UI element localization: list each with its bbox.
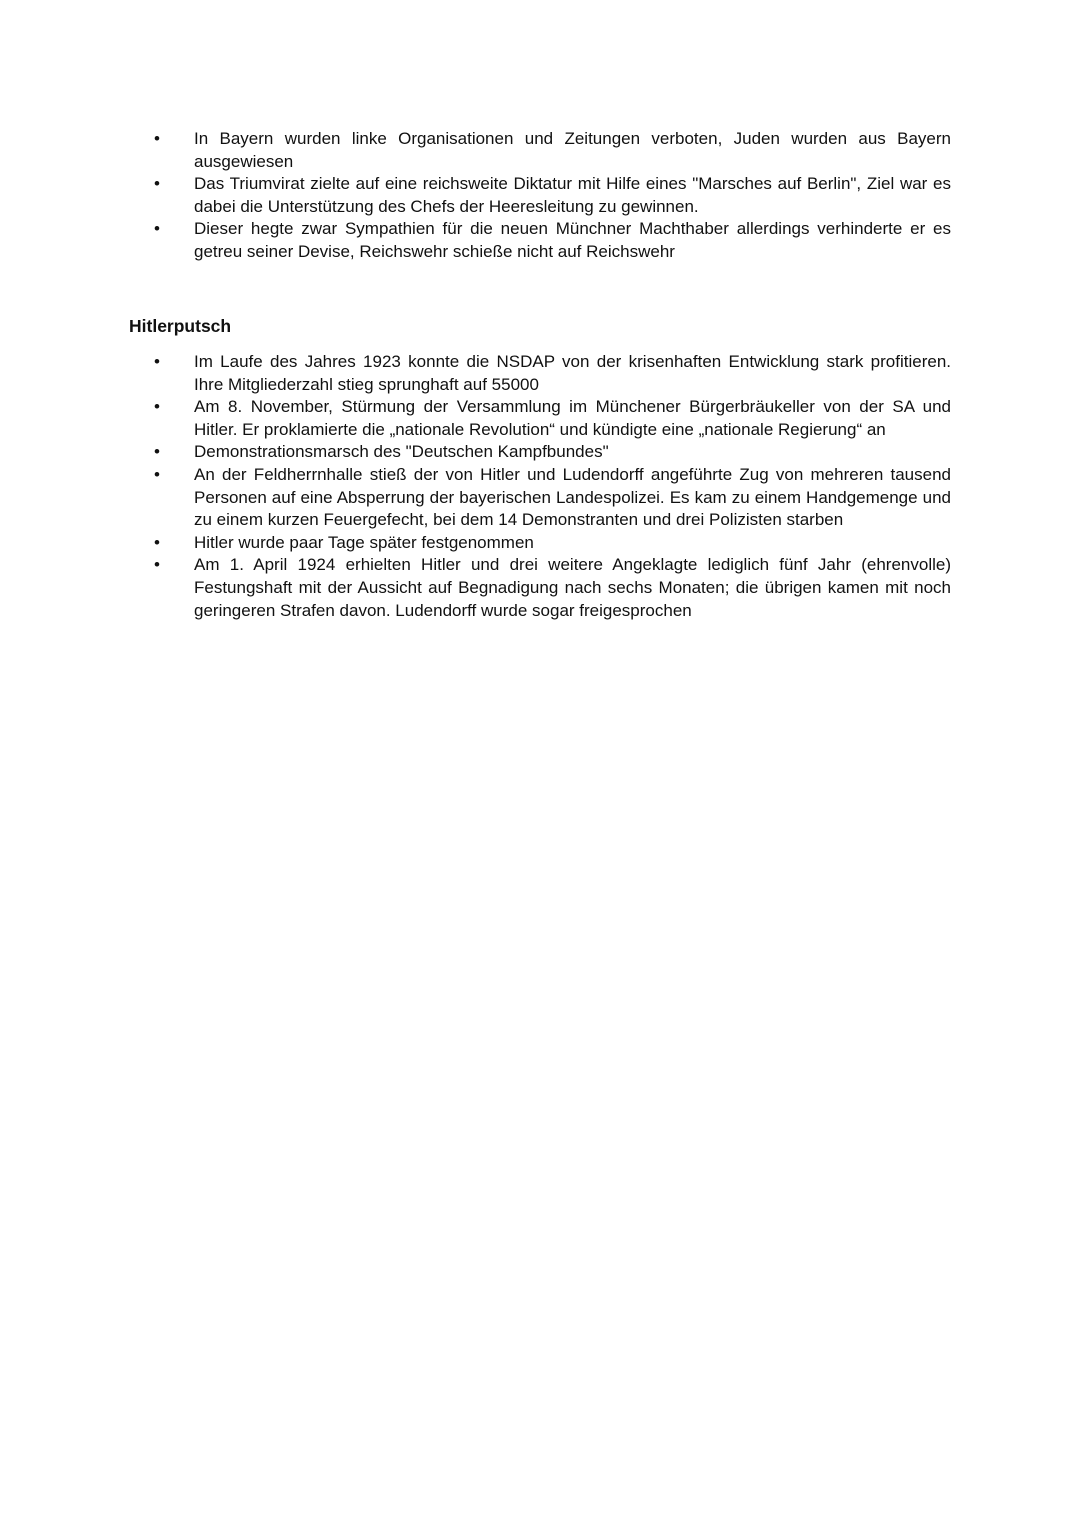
bullet-icon: • — [154, 174, 160, 194]
list-item — [0, 464, 1080, 532]
list-item-text: Hitler wurde paar Tage später festgenommen — [194, 532, 534, 552]
list-item-text: Dieser hegte zwar Sympathien für die neuen Münchner Machthaber allerdings verhinderte er es getreu seiner Devise, Reichswehr schieße nicht auf Reichswehr — [194, 219, 951, 261]
list-item — [0, 532, 1080, 555]
bullet-icon: • — [154, 352, 160, 371]
list-item-text: Das Triumvirat zielte auf eine reichsweite Diktatur mit Hilfe eines "Marsches auf Berlin", Ziel war es dabei die Unterstützung des Chefs der Heeresleitung zu gewinnen. — [194, 174, 951, 216]
list-item — [0, 351, 1080, 396]
bullet-icon: • — [154, 555, 160, 575]
intro-bullet-list — [0, 128, 1080, 264]
list-item — [0, 554, 1080, 622]
list-item — [0, 173, 1080, 218]
bullet-icon: • — [154, 219, 160, 239]
bullet-icon: • — [154, 464, 160, 484]
list-item-text: Demonstrationsmarsch des "Deutschen Kampfbundes" — [194, 442, 609, 462]
list-item-text: In Bayern wurden linke Organisationen und Zeitungen verboten, Juden wurden aus Bayern ausgewiesen — [194, 129, 951, 171]
bullet-icon: • — [154, 397, 160, 417]
list-item — [0, 128, 1080, 173]
bullet-icon: • — [154, 532, 160, 552]
list-item — [0, 441, 1080, 464]
list-item-text: Am 1. April 1924 erhielten Hitler und drei weitere Angeklagte lediglich fünf Jahr (ehrenvolle) Festungshaft mit der Aussicht auf Begnadigung nach sechs Monaten; die übrigen kamen mit noch geringeren Strafen davon. Ludendorff wurde sogar freigesprochen — [194, 555, 951, 620]
bullet-icon: • — [154, 442, 160, 462]
list-item-text: Am 8. November, Stürmung der Versammlung im Münchener Bürgerbräukeller von der SA und Hitler. Er proklamierte die „nationale Revolution“ und kündigte eine „nationale Regierung“ an — [194, 397, 951, 439]
section-heading: Hitlerputsch — [129, 316, 232, 336]
list-item-text: Im Laufe des Jahres 1923 konnte die NSDAP von der krisenhaften Entwicklung stark profitieren. Ihre Mitgliederzahl stieg sprunghaft auf 55000 — [194, 352, 951, 394]
list-item — [0, 396, 1080, 441]
list-item — [0, 218, 1080, 263]
hitlerputsch-bullet-list — [0, 351, 1080, 622]
bullet-icon: • — [154, 129, 160, 148]
list-item-text: An der Feldherrnhalle stieß der von Hitler und Ludendorff angeführte Zug von mehreren tausend Personen auf eine Absperrung der bayerischen Landespolizei. Es kam zu einem Handgemenge und zu einem kurzen Feuergefecht, bei dem 14 Demonstranten und drei Polizisten starben — [194, 464, 951, 530]
